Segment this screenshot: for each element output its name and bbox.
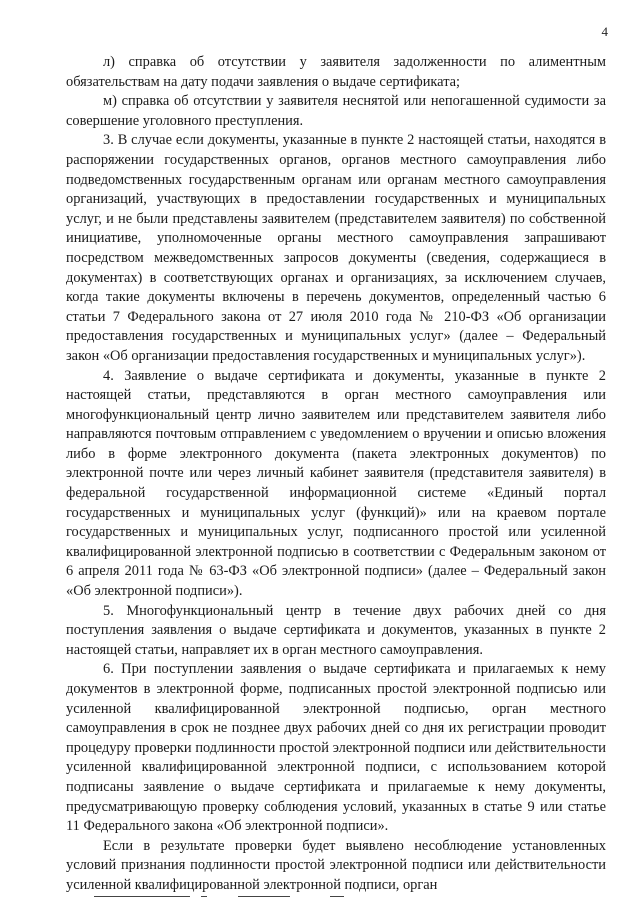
paragraph-clause-5: 5. Многофункциональный центр в течение двух рабочих дней со дня поступления заявления о выдаче сертификата и документов, указанных в пункте 2 настоящей статьи, направляет их в орган местного самоуправления. (66, 602, 606, 658)
paragraph-clause-3: 3. В случае если документы, указанные в пункте 2 настоящей статьи, находятся в распоряжении государственных органов, органов местного самоуправления либо подведомственных государственным органам или органам местного самоуправления организаций, участвующих в предоставлении государственных и муниципальных услуг, и не были представлены заявителем (представителем заявителя) по собственной инициативе, уполномоченные органы местного самоуправления запрашивают посредством межведомственных запросов документы (сведения, содержащиеся в документах) в соответствующих органах и организациях, за исключением случаев, когда такие документы включены в перечень документов, определенный частью 6 статьи 7 Федерального закона от 27 июля 2010 года № 210-ФЗ «Об организации предоставления государственных и муниципальных услуг» (далее – Федеральный закон «Об организации предоставления государственных и муниципальных услуг»). (66, 132, 606, 364)
paragraph-verification-result: Если в результате проверки будет выявлено несоблюдение установленных условий признания подлинности простой электронной подписи или действительности усиленной квалифицированной электронной подписи, орган (66, 837, 606, 893)
document-body (66, 53, 606, 896)
footer-rule (330, 896, 344, 897)
paragraph-item-m: м) справка об отсутствии у заявителя неснятой или непогашенной судимости за совершение уголовного преступления. (66, 93, 606, 129)
paragraph-clause-4: 4. Заявление о выдаче сертификата и документы, указанные в пункте 2 настоящей статьи, представляются в орган местного самоуправления или многофункциональный центр лично заявителем или представителем заявителя либо направляются почтовым отправлением с уведомлением о вручении и описью вложения либо в форме электронного документа (пакета электронных документов) по электронной почте или через личный кабинет заявителя (представителя заявителя) в федеральной государственной информационной системе «Единый портал государственных и муниципальных услуг (функций)» или на краевом портале государственных и муниципальных услуг, подписанного простой или усиленной квалифицированной электронной подписью в соответствии с Федеральным законом от 6 апреля 2011 года № 63-ФЗ «Об электронной подписи» (далее – Федеральный закон «Об электронной подписи»). (66, 367, 606, 600)
paragraph-clause-6: 6. При поступлении заявления о выдаче сертификата и прилагаемых к нему документов в электронной форме, подписанных простой электронной подписью или усиленной квалифицированной электронной подписью, орган местного самоуправления в срок не позднее двух рабочих дней со дня их регистрации проводит процедуру проверки подлинности простой электронной подписи или действительности усиленной квалифицированной электронной подписи, с использованием которой подписаны заявление о выдаче сертификата и прилагаемые к нему документы, предусматривающую проверку соблюдения условий, указанных в статье 9 или статье 11 Федерального закона «Об электронной подписи». (66, 661, 606, 835)
paragraph-item-l: л) справка об отсутствии у заявителя задолженности по алиментным обязательствам на дату подачи заявления о выдаче сертификата; (66, 54, 606, 90)
footer-rule (238, 896, 290, 897)
page-number: 4 (601, 24, 608, 39)
footer-rule (94, 896, 190, 897)
footer-rule (201, 896, 207, 897)
